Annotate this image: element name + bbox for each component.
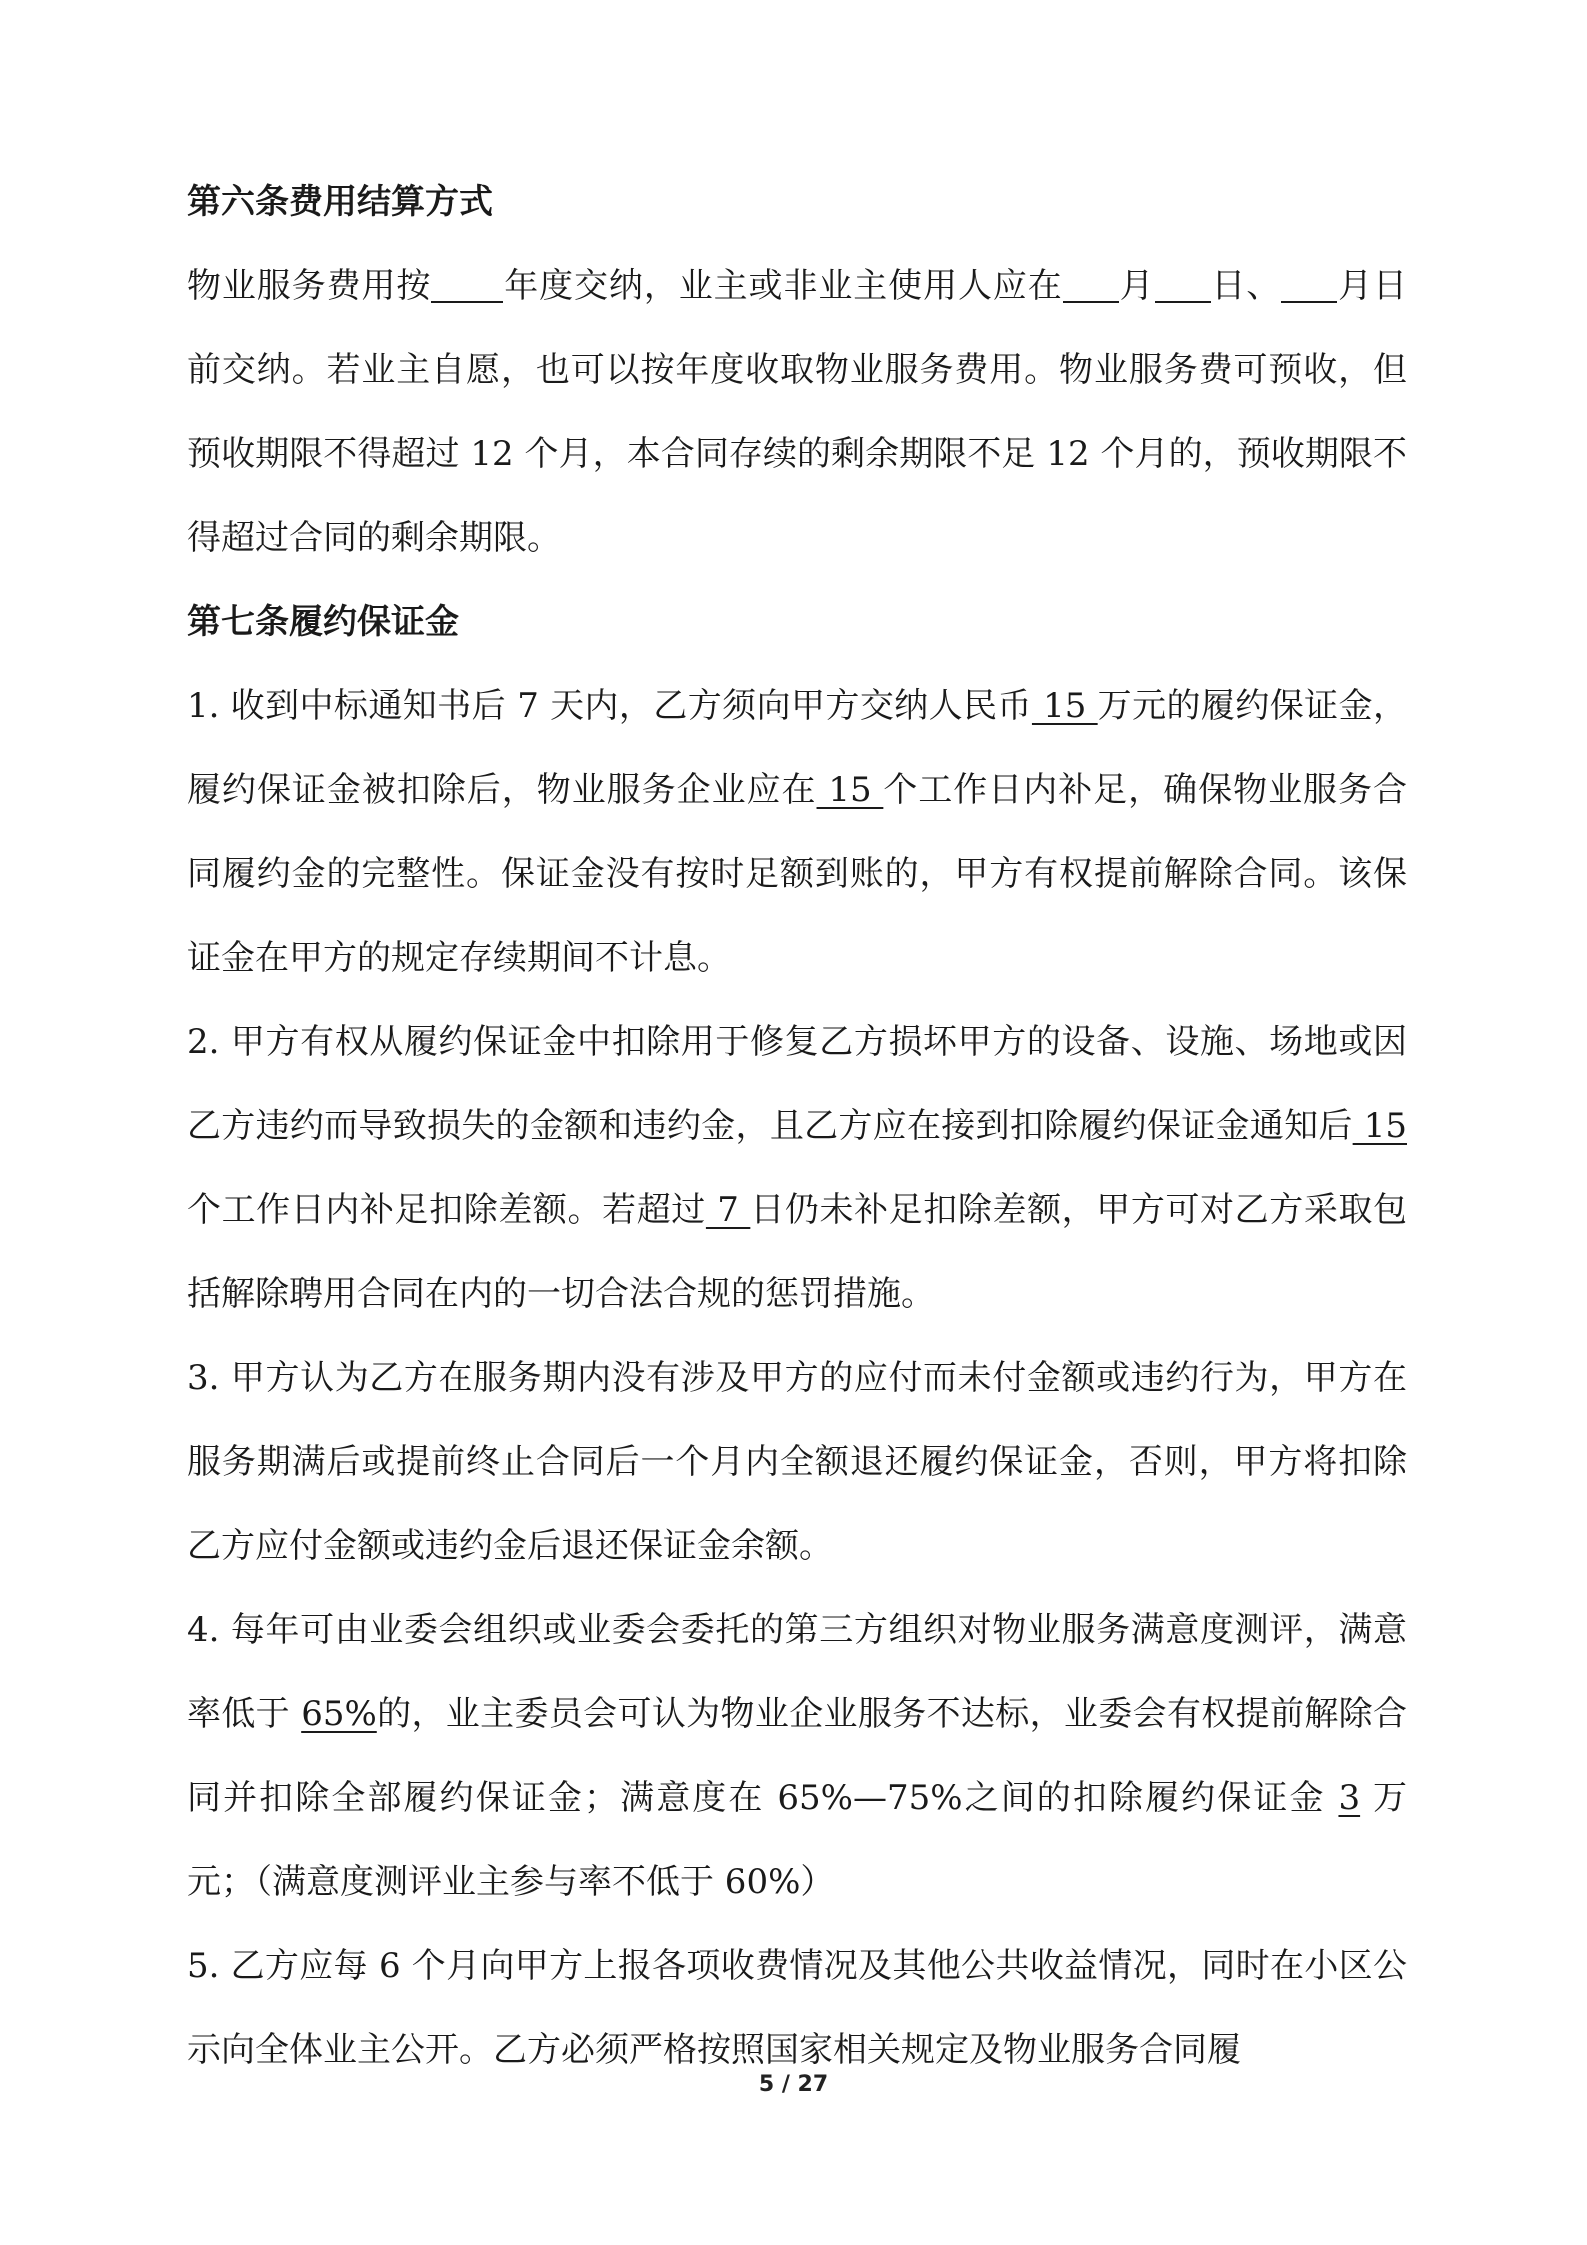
article-7-item-5: 5. 乙方应每 6 个月向甲方上报各项收费情况及其他公共收益情况，同时在小区公示向全体业主公开。乙方必须严格按照国家相关规定及物业服务合同履 [187,1946,1407,2070]
fill-in-blank [431,261,503,303]
text-segment: 万元；（满意度测评业主参与率不低于 60%） [187,1778,1407,1902]
page-number: 5 / 27 [758,2072,829,2097]
filled-rate: 65% [301,1694,377,1734]
text-segment: 物业服务费用按 [187,266,432,306]
filled-days: 7 [705,1190,751,1230]
article-7-item-4 [187,1588,1407,1924]
text-segment: 个工作日内补足扣除差额。若超过 [187,1190,706,1230]
text-segment: 个工作日内补足，确保物业服务合同履约金的完整性。保证金没有按时足额到账的，甲方有权提前解除合同。该保证金在甲方的规定存续期间不计息。 [187,770,1407,978]
text-segment: 4. 每年可由业委会组织或业委会委托的第三方组织对物业服务满意度测评，满意率低于 [187,1610,1407,1734]
filled-days: 15 [1352,1106,1407,1146]
article-6-heading: 第六条费用结算方式 [187,182,493,222]
text-segment: 1. 收到中标通知书后 7 天内，乙方须向甲方交纳人民币 [187,686,1032,726]
fill-in-blank [1155,261,1211,303]
text-segment: 万元的履约保证金，履约保证金被扣除后，物业服务企业应在 [187,686,1407,810]
article-7-heading: 第七条履约保证金 [187,602,459,642]
article-7-item-3: 3. 甲方认为乙方在服务期内没有涉及甲方的应付而未付金额或违约行为，甲方在服务期满后或提前终止合同后一个月内全额退还履约保证金，否则，甲方将扣除乙方应付金额或违约金后退还保证金余额。 [187,1358,1407,1566]
fill-in-blank [1063,261,1119,303]
document-body [187,160,1407,2092]
text-segment: 月 [1118,266,1155,306]
article-6-paragraph [187,244,1407,580]
fill-in-blank [1281,261,1337,303]
text-segment: 2. 甲方有权从履约保证金中扣除用于修复乙方损坏甲方的设备、设施、场地或因乙方违约而导致损失的金额和违约金，且乙方应在接到扣除履约保证金通知后 [187,1022,1407,1146]
text-segment: 日、 [1210,266,1282,306]
filled-amount: 15 [1031,686,1098,726]
text-segment: 月日前交纳。若业主自愿，也可以按年度收取物业服务费用。物业服务费可预收，但预收期限不得超过 12 个月，本合同存续的剩余期限不足 12 个月的，预收期限不得超过合同的剩余期限。 [187,266,1408,558]
article-7-item-1 [187,664,1407,1000]
article-7-item-2 [187,1000,1407,1336]
filled-days: 15 [816,770,884,810]
filled-amount: 3 [1338,1778,1361,1818]
text-segment: 日仍未补足扣除差额，甲方可对乙方采取包括解除聘用合同在内的一切合法合规的惩罚措施。 [187,1190,1408,1314]
text-segment: 年度交纳，业主或非业主使用人应在 [503,266,1063,306]
text-segment: 的，业主委员会可认为物业企业服务不达标，业委会有权提前解除合同并扣除全部履约保证金；满意度在 65%—75%之间的扣除履约保证金 [187,1694,1408,1818]
